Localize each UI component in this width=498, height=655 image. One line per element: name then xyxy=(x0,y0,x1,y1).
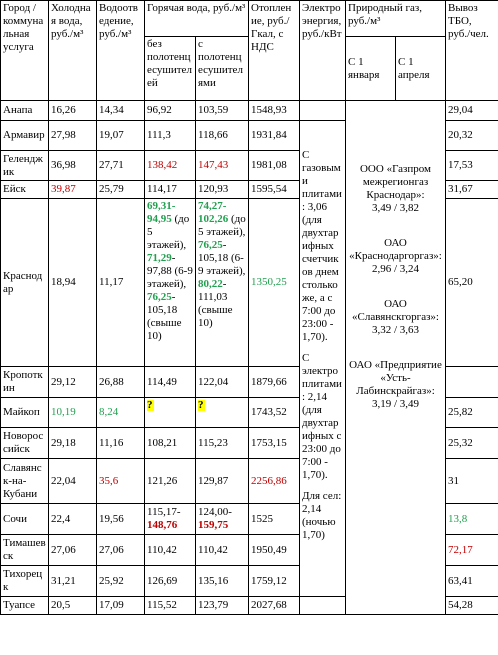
city-name: Ейск xyxy=(1,181,49,199)
hot-with-value: 118,66 xyxy=(196,121,249,151)
cold-water-value: 39,87 xyxy=(49,181,97,199)
cold-water-value: 27,98 xyxy=(49,121,97,151)
electricity-cell xyxy=(300,597,346,615)
header-hot-with: с полотенцесушителями xyxy=(196,37,249,101)
hot-range-note: -111,03 (свыше 10) xyxy=(198,278,233,329)
hot-without-value: 108,21 xyxy=(145,428,196,459)
waste-value: 65,20 xyxy=(446,199,498,367)
cold-water-value: 36,98 xyxy=(49,151,97,181)
sewerage-value: 35,6 xyxy=(97,459,145,504)
sewerage-value: 17,09 xyxy=(97,597,145,615)
waste-value: 54,28 xyxy=(446,597,498,615)
header-gas-apr: С 1 апреля xyxy=(396,37,446,101)
hot-range-high: 148,76 xyxy=(147,519,178,531)
waste-value: 13,8 xyxy=(446,504,498,535)
cold-water-value: 18,94 xyxy=(49,199,97,367)
waste-value: 25,32 xyxy=(446,428,498,459)
hot-with-value: 135,16 xyxy=(196,566,249,597)
gas-supplier-name: ОАО «Предприятие «Усть-Лабинскрайгаз»: xyxy=(349,359,442,397)
heating-value: 1759,12 xyxy=(249,566,300,597)
sewerage-value: 27,71 xyxy=(97,151,145,181)
hot-without-value: 126,69 xyxy=(145,566,196,597)
hot-with-value: 123,79 xyxy=(196,597,249,615)
header-gas-jan: С 1 января xyxy=(346,37,396,101)
hot-range-low: 115,17- xyxy=(147,506,181,518)
hot-with-value: 147,43 xyxy=(196,151,249,181)
city-name: Геленджик xyxy=(1,151,49,181)
hot-range-note: (до 5 этажей), xyxy=(198,213,246,238)
heating-value: 1753,15 xyxy=(249,428,300,459)
hot-range-note: -105,18 (свыше 10) xyxy=(147,291,182,342)
hot-with-value: 103,59 xyxy=(196,101,249,121)
gas-supplier xyxy=(348,163,443,215)
gas-supplier-name: ОАО «Краснодаргоргаз»: xyxy=(349,237,442,262)
electricity-villages: Для сел: 2,14 (ночью 1,70) xyxy=(302,490,342,541)
electricity-cell xyxy=(300,121,346,597)
heating-value: 1981,08 xyxy=(249,151,300,181)
heating-value: 2027,68 xyxy=(249,597,300,615)
hot-range-high: 159,75 xyxy=(198,519,229,531)
sewerage-value: 19,56 xyxy=(97,504,145,535)
hot-range-low: 69,31-94,95 xyxy=(147,200,176,225)
sewerage-value: 8,24 xyxy=(97,398,145,428)
cold-water-value: 29,12 xyxy=(49,367,97,398)
hot-range-low: 74,27-102,26 xyxy=(198,200,229,225)
hot-range-high: 80,22 xyxy=(198,278,223,290)
hot-without-value xyxy=(145,504,196,535)
gas-supplier-price: 3,19 / 3,49 xyxy=(371,398,420,410)
hot-without-value: 114,17 xyxy=(145,181,196,199)
gas-supplier-name: ОАО «Славянскгоргаз»: xyxy=(352,298,439,323)
heating-value: 2256,86 xyxy=(249,459,300,504)
hot-without-value: 110,42 xyxy=(145,535,196,566)
city-name: Тихорецк xyxy=(1,566,49,597)
waste-value: 20,32 xyxy=(446,121,498,151)
hot-without-value xyxy=(145,398,196,428)
hot-range-low: 124,00- xyxy=(198,506,232,518)
city-name: Славянск-на-Кубани xyxy=(1,459,49,504)
header-city: Город / коммунальная услуга xyxy=(1,1,49,101)
city-name: Майкоп xyxy=(1,398,49,428)
header-row xyxy=(1,1,498,37)
heating-value: 1931,84 xyxy=(249,121,300,151)
hot-with-value xyxy=(196,398,249,428)
waste-value xyxy=(446,367,498,398)
hot-without-value: 114,49 xyxy=(145,367,196,398)
hot-range-note: -105,18 (6-9 этажей), xyxy=(198,239,246,277)
unknown-marker: ? xyxy=(147,399,153,411)
hot-range-mid: 71,29 xyxy=(147,252,172,264)
header-cold-water: Холодная вода, руб./м³ xyxy=(49,1,97,101)
city-name: Туапсе xyxy=(1,597,49,615)
gas-supplier xyxy=(348,237,443,276)
hot-without-value: 96,92 xyxy=(145,101,196,121)
hot-without-value: 111,3 xyxy=(145,121,196,151)
cold-water-value: 20,5 xyxy=(49,597,97,615)
sewerage-value: 25,92 xyxy=(97,566,145,597)
city-name: Новороссийск xyxy=(1,428,49,459)
header-waste: Вывоз ТБО, руб./чел. xyxy=(446,1,498,101)
electricity-cell xyxy=(300,101,346,121)
hot-range-note: -97,88 (6-9 этажей), xyxy=(147,252,193,290)
hot-with-value: 122,04 xyxy=(196,367,249,398)
hot-without-value xyxy=(145,199,196,367)
waste-value: 25,82 xyxy=(446,398,498,428)
hot-with-value: 110,42 xyxy=(196,535,249,566)
heating-value: 1879,66 xyxy=(249,367,300,398)
cold-water-value: 31,21 xyxy=(49,566,97,597)
header-heating: Отопление, руб./Гкал, с НДС xyxy=(249,1,300,101)
table-row xyxy=(1,101,498,121)
hot-range-high: 76,25 xyxy=(147,291,172,303)
sewerage-value: 11,17 xyxy=(97,199,145,367)
gas-supplier xyxy=(348,298,443,337)
cold-water-value: 27,06 xyxy=(49,535,97,566)
hot-with-value xyxy=(196,504,249,535)
gas-supplier-price: 2,96 / 3,24 xyxy=(371,263,420,275)
waste-value: 63,41 xyxy=(446,566,498,597)
city-name: Тимашевск xyxy=(1,535,49,566)
hot-with-value: 129,87 xyxy=(196,459,249,504)
sewerage-value: 26,88 xyxy=(97,367,145,398)
city-name: Анапа xyxy=(1,101,49,121)
city-name: Кропоткин xyxy=(1,367,49,398)
hot-without-value: 115,52 xyxy=(145,597,196,615)
heating-value: 1950,49 xyxy=(249,535,300,566)
header-hot-without: без полотенцесушителей xyxy=(145,37,196,101)
heating-value: 1350,25 xyxy=(249,199,300,367)
hot-range-note: (до 5 этажей), xyxy=(147,213,190,251)
hot-without-value: 138,42 xyxy=(145,151,196,181)
waste-value: 17,53 xyxy=(446,151,498,181)
cold-water-value: 16,26 xyxy=(49,101,97,121)
hot-without-value: 121,26 xyxy=(145,459,196,504)
cold-water-value: 22,4 xyxy=(49,504,97,535)
heating-value: 1595,54 xyxy=(249,181,300,199)
cold-water-value: 10,19 xyxy=(49,398,97,428)
gas-suppliers-cell xyxy=(346,101,446,615)
gas-supplier xyxy=(348,359,443,411)
header-hot-water: Горячая вода, руб./м³ xyxy=(145,1,249,37)
gas-supplier-price: 3,32 / 3,63 xyxy=(371,324,420,336)
city-name: Краснодар xyxy=(1,199,49,367)
unknown-marker: ? xyxy=(198,399,204,411)
header-electricity: Электроэнергия, руб./кВт xyxy=(300,1,346,101)
city-name: Сочи xyxy=(1,504,49,535)
header-gas: Природный газ, руб./м³ xyxy=(346,1,446,37)
gas-supplier-name: ООО «Газпром межрегионгаз Краснодар»: xyxy=(359,163,432,201)
heating-value: 1525 xyxy=(249,504,300,535)
waste-value: 31,67 xyxy=(446,181,498,199)
cold-water-value: 29,18 xyxy=(49,428,97,459)
city-name: Армавир xyxy=(1,121,49,151)
heating-value: 1548,93 xyxy=(249,101,300,121)
waste-value: 31 xyxy=(446,459,498,504)
header-sewerage: Водоотведение, руб./м³ xyxy=(97,1,145,101)
electricity-electric-stoves: С электроплитами: 2,14 (для двухтарифных с 23:00 до 7:00 - 1,70). xyxy=(302,352,342,481)
hot-with-value: 120,93 xyxy=(196,181,249,199)
electricity-gas-stoves: С газовыми плитами: 3,06 (для двухтарифных счетчиков днем столько же, а с 7:00 до 23:00 - 1,70). xyxy=(302,149,342,343)
sewerage-value: 11,16 xyxy=(97,428,145,459)
cold-water-value: 22,04 xyxy=(49,459,97,504)
hot-with-value: 115,23 xyxy=(196,428,249,459)
sewerage-value: 14,34 xyxy=(97,101,145,121)
hot-range-mid: 76,25 xyxy=(198,239,223,251)
gas-supplier-price: 3,49 / 3,82 xyxy=(371,202,420,214)
waste-value: 29,04 xyxy=(446,101,498,121)
sewerage-value: 19,07 xyxy=(97,121,145,151)
sewerage-value: 25,79 xyxy=(97,181,145,199)
heating-value: 1743,52 xyxy=(249,398,300,428)
sewerage-value: 27,06 xyxy=(97,535,145,566)
waste-value: 72,17 xyxy=(446,535,498,566)
hot-with-value xyxy=(196,199,249,367)
